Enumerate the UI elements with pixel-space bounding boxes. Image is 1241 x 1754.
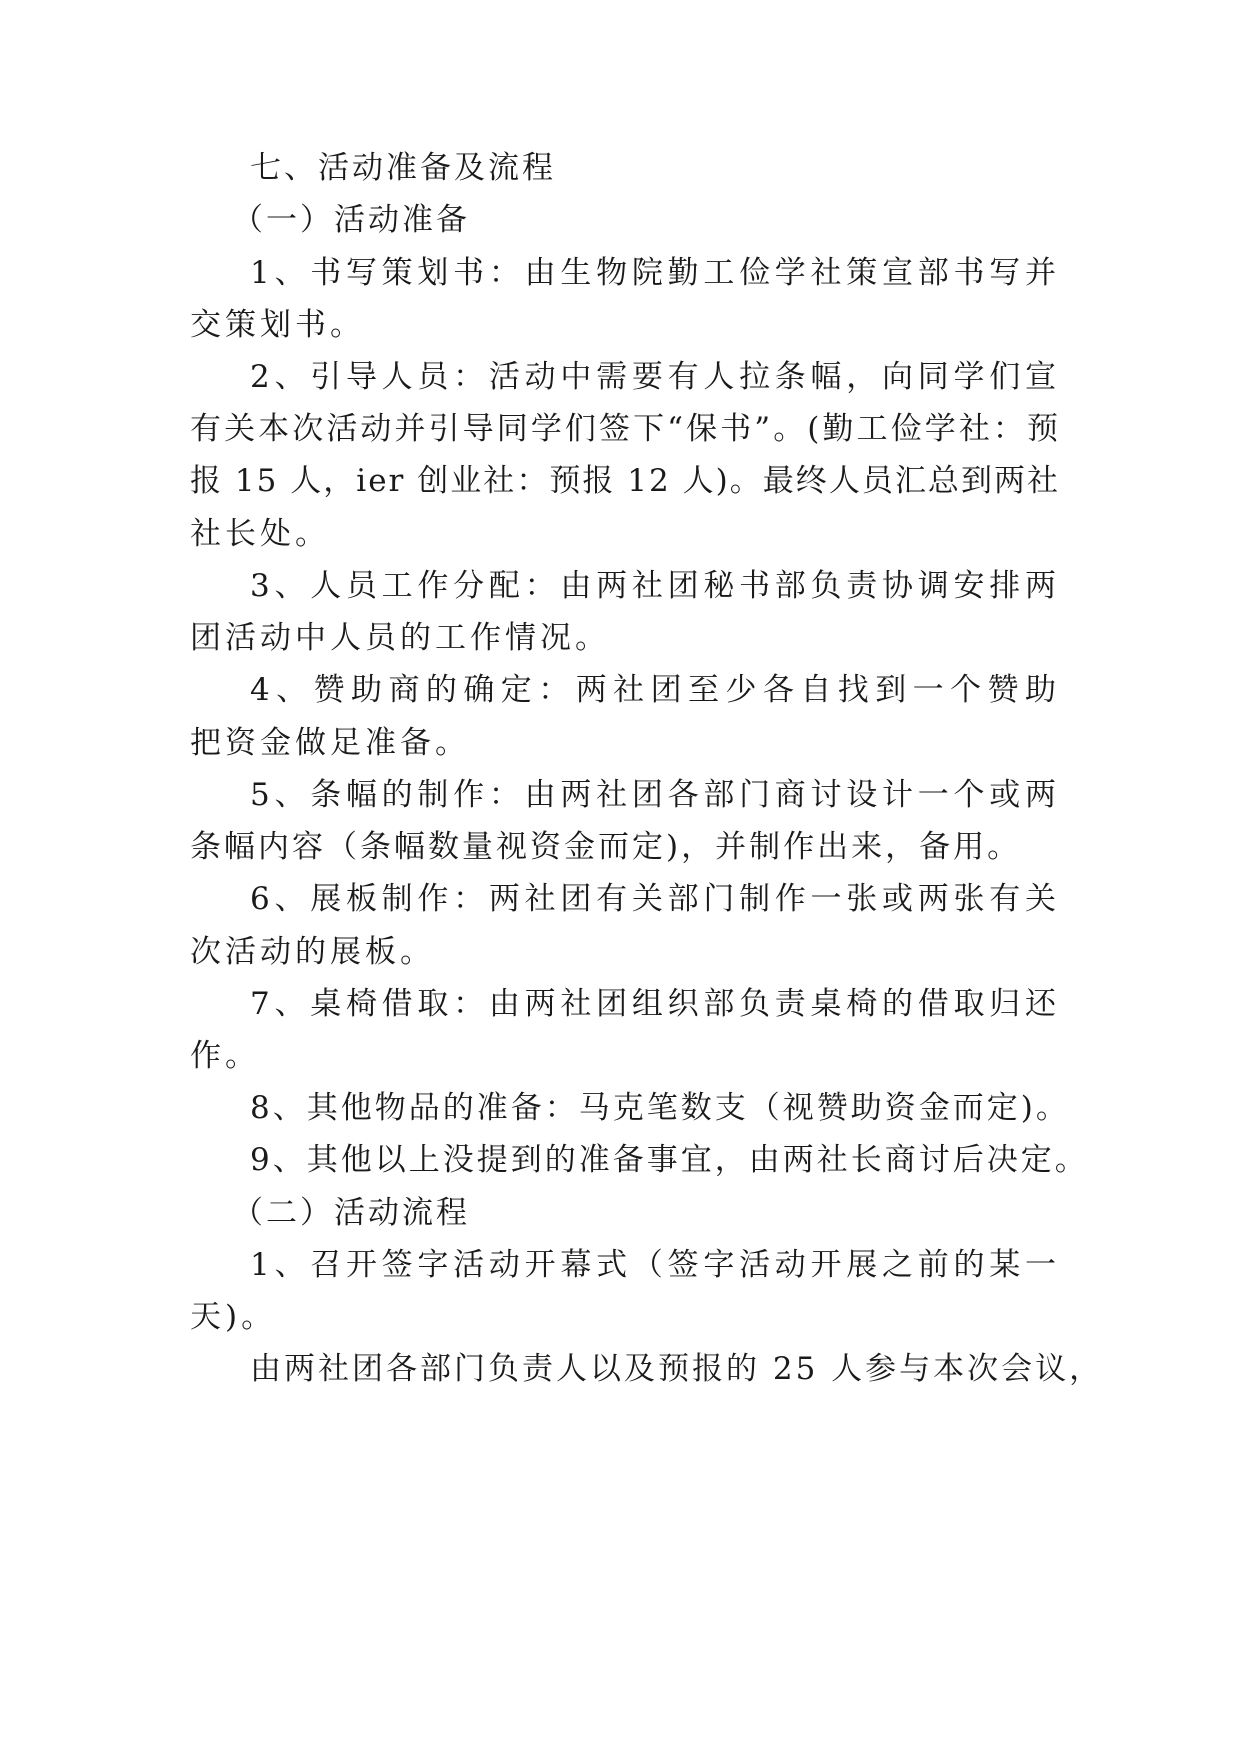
flow-1-paragraph-line-1: 由两社团各部门负责人以及预报的 25 人参与本次会议， [250,1351,1104,1387]
item-6-line-2: 次活动的展板。 [190,934,435,970]
item-5-line-1: 5、条幅的制作：由两社团各部门商讨设计一个或两 [250,777,1060,813]
item-2-line-1: 2、引导人员：活动中需要有人拉条幅，向同学们宣 [250,359,1060,395]
subsection-heading-flow: （二）活动流程 [232,1195,470,1231]
item-8-line-1: 8、其他物品的准备：马克笔数支（视赞助资金而定)。 [250,1090,1070,1126]
item-9-line-1: 9、其他以上没提到的准备事宜，由两社长商讨后决定。 [250,1142,1089,1178]
item-2-line-2: 有关本次活动并引导同学们签下“保书”。(勤工俭学社：预 [190,411,1060,447]
item-7-line-2: 作。 [190,1038,260,1074]
item-2-line-4: 社长处。 [190,516,330,552]
subsection-heading-prep: （一）活动准备 [232,202,470,238]
item-2-line-3: 报 15 人，ier 创业社：预报 12 人)。最终人员汇总到两社 [190,463,1060,499]
item-3-line-1: 3、人员工作分配：由两社团秘书部负责协调安排两 [250,568,1060,604]
item-4-line-2: 把资金做足准备。 [190,725,470,761]
item-5-line-2: 条幅内容（条幅数量视资金而定)，并制作出来，备用。 [190,829,1022,865]
flow-1-line-2: 天)。 [190,1299,277,1335]
item-6-line-1: 6、展板制作：两社团有关部门制作一张或两张有关 [250,881,1060,917]
item-1-line-2: 交策划书。 [190,307,365,343]
section-heading: 七、活动准备及流程 [250,150,556,186]
item-7-line-1: 7、桌椅借取：由两社团组织部负责桌椅的借取归还 [250,986,1060,1022]
item-3-line-2: 团活动中人员的工作情况。 [190,620,610,656]
item-1-line-1: 1、书写策划书：由生物院勤工俭学社策宣部书写并 [250,255,1060,291]
item-4-line-1: 4、赞助商的确定：两社团至少各自找到一个赞助 [250,672,1060,708]
flow-1-line-1: 1、召开签字活动开幕式（签字活动开展之前的某一 [250,1247,1060,1283]
